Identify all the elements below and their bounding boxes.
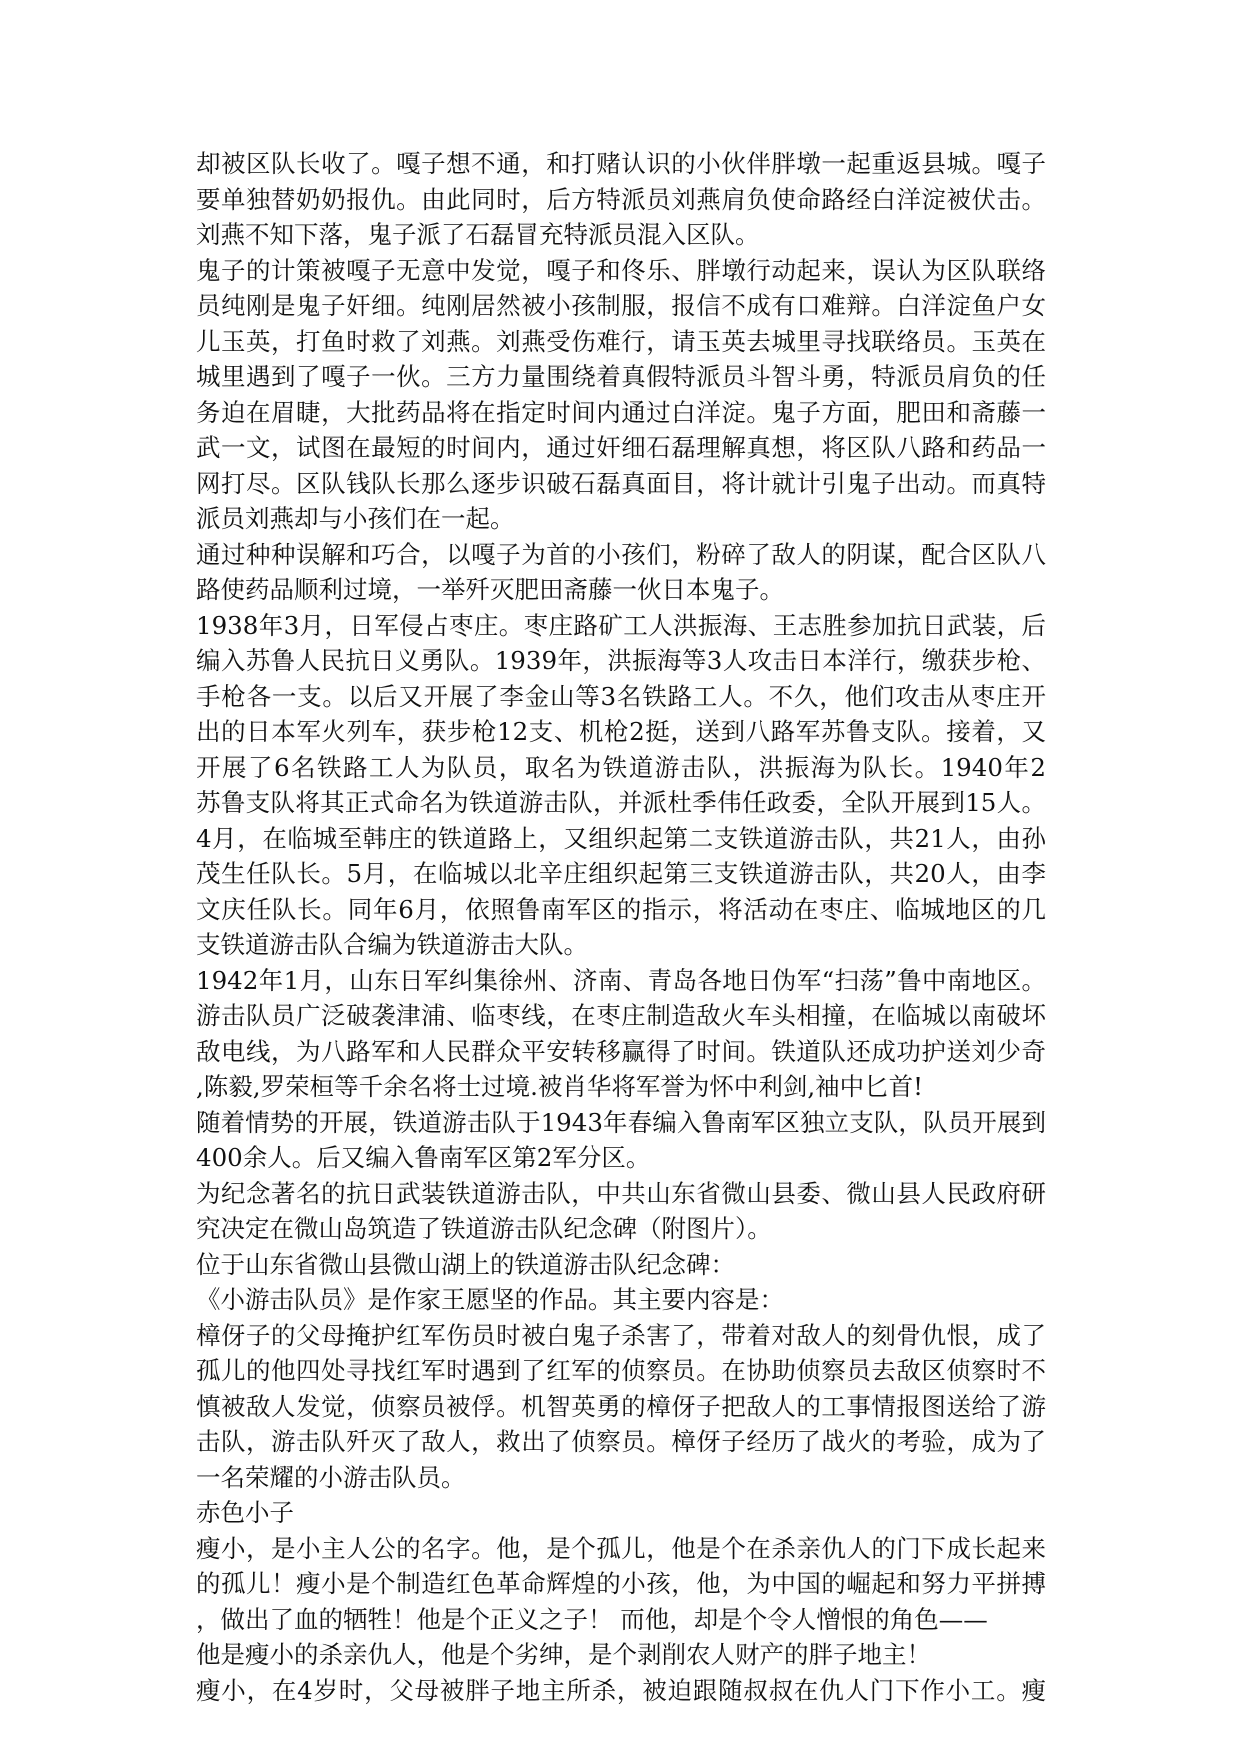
text-line: 他是瘦小的杀亲仇人，他是个劣绅，是个剥削农人财产的胖子地主！ xyxy=(196,1640,931,1669)
text-line: 务迫在眉睫，大批药品将在指定时间内通过白洋淀。鬼子方面，肥田和斋藤一 xyxy=(196,397,1046,427)
text-line: 开展了6名铁路工人为队员，取名为铁道游击队，洪振海为队长。1940年2 xyxy=(196,752,1046,782)
text-line: 刘燕不知下落，鬼子派了石磊冒充特派员混入区队。 xyxy=(196,220,760,249)
text-line: 瘦小，在4岁时，父母被胖子地主所杀，被迫跟随叔叔在仇人门下作小工。瘦 xyxy=(196,1675,1046,1705)
text-line: 武一文，试图在最短的时间内，通过奸细石磊理解真想，将区队八路和药品一 xyxy=(196,433,1046,462)
body-text xyxy=(196,146,1046,1708)
text-line: 茂生任队长。5月，在临城以北辛庄组织起第三支铁道游击队，共20人，由李 xyxy=(196,859,1046,888)
text-line: 网打尽。区队钱队长那么逐步识破石磊真面目，将计就计引鬼子出动。而真特 xyxy=(196,468,1046,498)
text-line: ，做出了血的牺牲！他是个正义之子！ 而他，却是个令人憎恨的角色—— xyxy=(196,1604,988,1634)
text-line: 编入苏鲁人民抗日义勇队。1939年，洪振海等3人攻击日本洋行，缴获步枪、 xyxy=(196,646,1046,675)
text-line: 随着情势的开展，铁道游击队于1943年春编入鲁南军区独立支队，队员开展到 xyxy=(196,1107,1046,1137)
text-line: 究决定在微山岛筑造了铁道游击队纪念碑（附图片）。 xyxy=(196,1214,772,1243)
text-line: 位于山东省微山县微山湖上的铁道游击队纪念碑： xyxy=(196,1249,735,1279)
text-line: 城里遇到了嘎子一伙。三方力量围绕着真假特派员斗智斗勇，特派员肩负的任 xyxy=(196,362,1046,391)
text-line: 却被区队长收了。嘎子想不通，和打赌认识的小伙伴胖墩一起重返县城。嘎子 xyxy=(196,149,1046,178)
text-line: 孤儿的他四处寻找红军时遇到了红军的侦察员。在协助侦察员去敌区侦察时不 xyxy=(196,1356,1046,1385)
text-line: 通过种种误解和巧合，以嘎子为首的小孩们，粉碎了敌人的阴谋，配合区队八 xyxy=(196,539,1046,569)
text-line: 路使药品顺利过境，一举歼灭肥田斋藤一伙日本鬼子。 xyxy=(196,575,784,604)
text-line: ,陈毅,罗荣桓等千余名将士过境.被肖华将军誉为怀中利剑,袖中匕首! xyxy=(196,1072,923,1101)
text-line: 慎被敌人发觉，侦察员被俘。机智英勇的樟伢子把敌人的工事情报图送给了游 xyxy=(196,1391,1046,1421)
text-line: 鬼子的计策被嘎子无意中发觉，嘎子和佟乐、胖墩行动起来，误认为区队联络 xyxy=(196,255,1046,285)
text-line: 400余人。后又编入鲁南军区第2军分区。 xyxy=(196,1143,651,1172)
text-line: 出的日本军火列车，获步枪12支、机枪2挺，送到八路军苏鲁支队。接着，又 xyxy=(196,717,1046,746)
text-line: 1942年1月，山东日军纠集徐州、济南、青岛各地日伪军“扫荡”鲁中南地区。 xyxy=(196,965,1046,995)
text-line: 敌电线，为八路军和人民群众平安转移赢得了时间。铁道队还成功护送刘少奇 xyxy=(196,1036,1046,1066)
text-line: 要单独替奶奶报仇。由此同时，后方特派员刘燕肩负使命路经白洋淀被伏击。 xyxy=(196,184,1046,214)
text-line: 的孤儿！瘦小是个制造红色革命辉煌的小孩，他，为中国的崛起和努力平拼搏 xyxy=(196,1569,1046,1598)
text-line: 派员刘燕却与小孩们在一起。 xyxy=(196,504,515,533)
text-line: 文庆任队长。同年6月，依照鲁南军区的指示，将活动在枣庄、临城地区的几 xyxy=(196,894,1046,924)
text-line: 一名荣耀的小游击队员。 xyxy=(196,1462,466,1492)
text-line: 苏鲁支队将其正式命名为铁道游击队，并派杜季伟任政委，全队开展到15人。 xyxy=(196,788,1046,817)
text-line: 赤色小子 xyxy=(196,1498,294,1527)
text-line: 儿玉英，打鱼时救了刘燕。刘燕受伤难行，请玉英去城里寻找联络员。玉英在 xyxy=(196,326,1046,356)
text-line: 击队，游击队歼灭了敌人，救出了侦察员。樟伢子经历了战火的考验，成为了 xyxy=(196,1427,1046,1456)
text-line: 游击队员广泛破袭津浦、临枣线，在枣庄制造敌火车头相撞，在临城以南破坏 xyxy=(196,1001,1046,1030)
text-line: 4月，在临城至韩庄的铁道路上，又组织起第二支铁道游击队，共21人，由孙 xyxy=(196,823,1046,853)
text-line: 瘦小，是小主人公的名字。他，是个孤儿，他是个在杀亲仇人的门下成长起来 xyxy=(196,1533,1046,1563)
text-line: 手枪各一支。以后又开展了李金山等3名铁路工人。不久，他们攻击从枣庄开 xyxy=(196,681,1046,711)
text-line: 员纯刚是鬼子奸细。纯刚居然被小孩制服，报信不成有口难辩。白洋淀鱼户女 xyxy=(196,291,1046,320)
text-line: 樟伢子的父母掩护红军伤员时被白鬼子杀害了，带着对敌人的刻骨仇恨，成了 xyxy=(196,1320,1046,1350)
text-line: 为纪念著名的抗日武装铁道游击队，中共山东省微山县委、微山县人民政府研 xyxy=(196,1178,1046,1208)
text-line: 1938年3月，日军侵占枣庄。枣庄路矿工人洪振海、王志胜参加抗日武装，后 xyxy=(196,610,1046,640)
text-line: 支铁道游击队合编为铁道游击大队。 xyxy=(196,930,588,959)
text-line: 《小游击队员》是作家王愿坚的作品。其主要内容是： xyxy=(196,1285,784,1314)
